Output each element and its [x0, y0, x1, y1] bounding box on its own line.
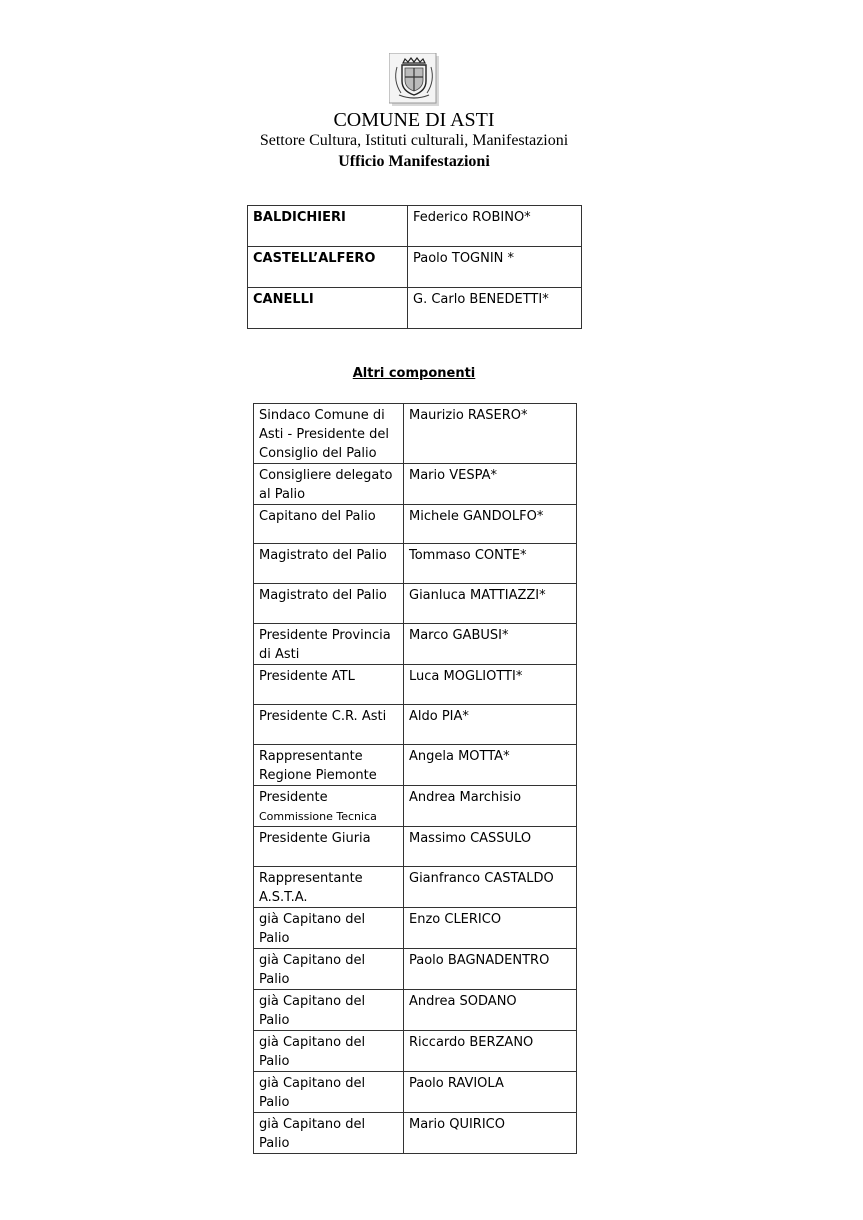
name-cell: Michele GANDOLFO*	[404, 505, 577, 544]
name-cell: Enzo CLERICO	[404, 908, 577, 949]
role-cell: già Capitano del Palio	[254, 1072, 404, 1113]
table-row	[254, 990, 577, 1031]
name-cell: G. Carlo BENEDETTI*	[408, 288, 582, 329]
coat-of-arms-graphic	[389, 53, 441, 107]
table-row	[254, 867, 577, 908]
role-cell: Sindaco Comune di Asti - Presidente del Consiglio del Palio	[254, 404, 404, 464]
table-row	[254, 1113, 577, 1154]
name-cell: Gianluca MATTIAZZI*	[404, 584, 577, 624]
page-title: COMUNE DI ASTI	[333, 109, 495, 131]
role-cell: Rappresentante A.S.T.A.	[254, 867, 404, 908]
name-cell: Gianfranco CASTALDO	[404, 867, 577, 908]
name-cell: Paolo RAVIOLA	[404, 1072, 577, 1113]
name-cell: Mario QUIRICO	[404, 1113, 577, 1154]
table-row	[254, 908, 577, 949]
name-cell: Federico ROBINO*	[408, 206, 582, 247]
coat-of-arms-icon	[389, 53, 441, 107]
role-cell: già Capitano del Palio	[254, 1113, 404, 1154]
role-cell: Magistrato del Palio	[254, 584, 404, 624]
name-cell: Tommaso CONTE*	[404, 544, 577, 584]
table-row	[254, 624, 577, 665]
role-cell: Presidente C.R. Asti	[254, 705, 404, 745]
role-cell: Capitano del Palio	[254, 505, 404, 544]
table-row	[254, 949, 577, 990]
table-row	[248, 288, 582, 329]
role-cell: Consigliere delegato al Palio	[254, 464, 404, 505]
name-cell: Mario VESPA*	[404, 464, 577, 505]
role-cell	[254, 786, 404, 827]
role-cell: già Capitano del Palio	[254, 1031, 404, 1072]
sector-subtitle: Settore Cultura, Istituti culturali, Manifestazioni	[259, 132, 569, 149]
name-cell: Andrea SODANO	[404, 990, 577, 1031]
table-row	[254, 1031, 577, 1072]
place-cell: CASTELL’ALFERO	[248, 247, 408, 288]
name-cell: Riccardo BERZANO	[404, 1031, 577, 1072]
table-row	[248, 247, 582, 288]
role-cell: Presidente Provincia di Asti	[254, 624, 404, 665]
role-text: Presidente	[259, 790, 328, 805]
table-row	[254, 584, 577, 624]
role-cell: già Capitano del Palio	[254, 908, 404, 949]
table-row	[254, 705, 577, 745]
name-cell: Aldo PIA*	[404, 705, 577, 745]
section-heading: Altri componenti	[352, 366, 476, 381]
table-row	[254, 544, 577, 584]
name-cell: Massimo CASSULO	[404, 827, 577, 867]
role-cell: già Capitano del Palio	[254, 990, 404, 1031]
role-cell: Presidente Giuria	[254, 827, 404, 867]
table-row	[254, 1072, 577, 1113]
name-cell: Paolo BAGNADENTRO	[404, 949, 577, 990]
name-cell: Marco GABUSI*	[404, 624, 577, 665]
municipalities-table	[247, 205, 582, 329]
office-subtitle: Ufficio Manifestazioni	[338, 153, 490, 170]
role-cell: Presidente ATL	[254, 665, 404, 705]
role-cell: Magistrato del Palio	[254, 544, 404, 584]
table-row	[254, 745, 577, 786]
role-cell: Rappresentante Regione Piemonte	[254, 745, 404, 786]
table-row	[254, 786, 577, 827]
role-cell: già Capitano del Palio	[254, 949, 404, 990]
table-row	[254, 665, 577, 705]
role-text-small: Commissione Tecnica	[259, 810, 377, 823]
table-row	[254, 505, 577, 544]
name-cell: Andrea Marchisio	[404, 786, 577, 827]
place-cell: CANELLI	[248, 288, 408, 329]
name-cell: Maurizio RASERO*	[404, 404, 577, 464]
table-row	[254, 404, 577, 464]
other-members-table	[253, 403, 577, 1154]
table-row	[254, 827, 577, 867]
name-cell: Angela MOTTA*	[404, 745, 577, 786]
place-cell: BALDICHIERI	[248, 206, 408, 247]
table-row	[248, 206, 582, 247]
table-row	[254, 464, 577, 505]
name-cell: Luca MOGLIOTTI*	[404, 665, 577, 705]
name-cell: Paolo TOGNIN *	[408, 247, 582, 288]
